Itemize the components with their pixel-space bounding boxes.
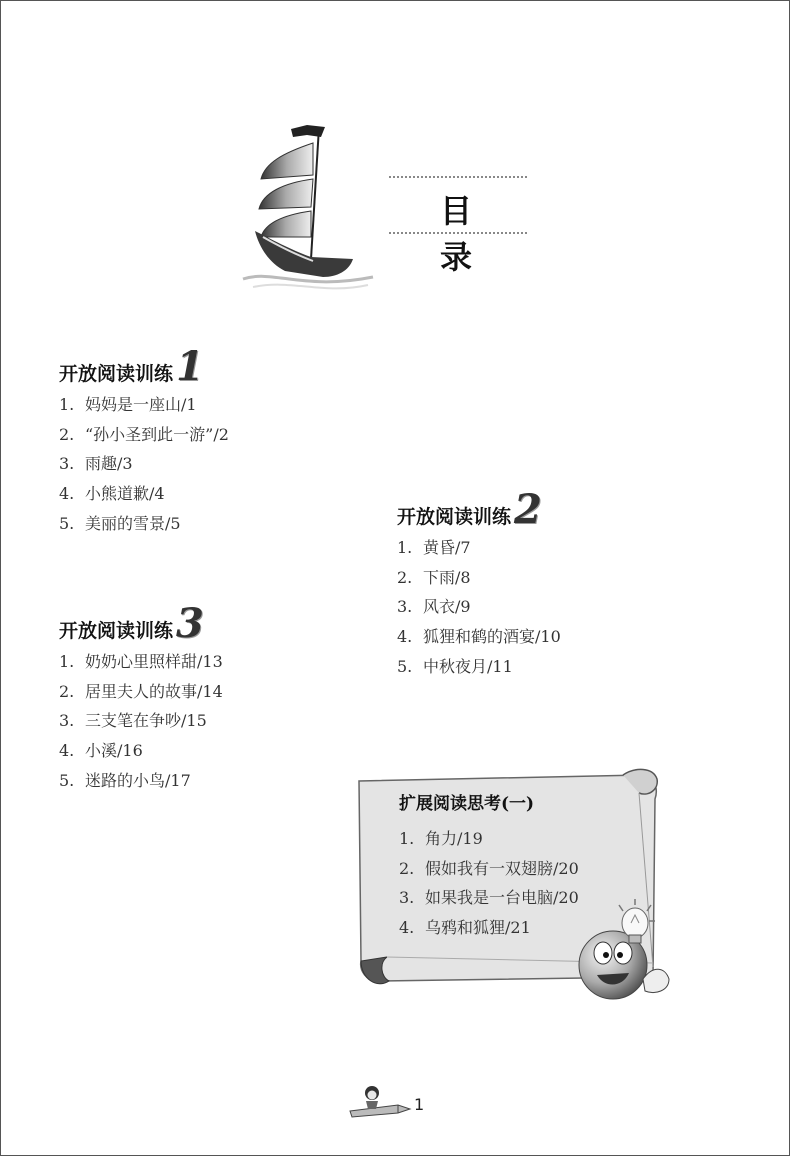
kid-on-pencil-icon: [348, 1081, 412, 1121]
section-number: 2: [514, 486, 542, 533]
entry-number: 2.: [59, 681, 75, 701]
entry-text: 乌鸦和狐狸/21: [425, 918, 531, 938]
entry-text: 如果我是一台电脑/20: [425, 888, 579, 908]
entry-text: 妈妈是一座山/1: [85, 395, 197, 414]
entry-number: 1.: [59, 395, 75, 414]
toc-entry[interactable]: [59, 706, 223, 736]
section-3: [59, 600, 223, 795]
extended-item-list: [399, 824, 579, 943]
section-title: 开放阅读训练: [59, 363, 174, 385]
section-item-list: [397, 533, 561, 681]
entry-text: 美丽的雪景/5: [85, 513, 181, 533]
section-1: [59, 343, 229, 538]
entry-text: 居里夫人的故事/14: [85, 681, 223, 701]
section-number: 1: [176, 343, 204, 390]
entry-text: 三支笔在争吵/15: [85, 711, 207, 731]
extended-title: 扩展阅读思考(一): [399, 794, 535, 814]
toc-entry[interactable]: [59, 509, 229, 539]
toc-entry[interactable]: [397, 563, 561, 593]
toc-entry[interactable]: [59, 677, 223, 707]
toc-entry[interactable]: [59, 390, 229, 420]
toc-entry[interactable]: [399, 824, 579, 854]
section-heading: [59, 343, 229, 390]
toc-title-box: [389, 176, 527, 276]
toc-entry[interactable]: [397, 622, 561, 652]
entry-number: 1.: [397, 538, 413, 557]
entry-text: 角力/19: [425, 829, 483, 848]
section-2: [397, 486, 561, 681]
entry-text: 下雨/8: [423, 567, 471, 587]
entry-number: 3.: [59, 711, 75, 731]
title-divider-bottom: [389, 232, 527, 234]
entry-number: 3.: [59, 454, 75, 474]
entry-number: 2.: [399, 858, 415, 878]
toc-entry[interactable]: [399, 883, 579, 913]
toc-entry[interactable]: [399, 854, 579, 884]
section-heading: [397, 486, 561, 533]
toc-entry[interactable]: [59, 449, 229, 479]
entry-number: 4.: [59, 484, 75, 504]
toc-entry[interactable]: [397, 533, 561, 563]
entry-text: “孙小圣到此一游”/2: [85, 424, 229, 444]
entry-text: 狐狸和鹤的酒宴/10: [423, 627, 561, 647]
section-number: 3: [176, 600, 204, 647]
title-divider-top: [389, 176, 527, 178]
lightbulb-mascot-icon: [573, 895, 673, 1005]
entry-number: 5.: [59, 770, 75, 790]
page-title: 目 录: [439, 192, 514, 276]
entry-text: 小溪/16: [85, 741, 143, 761]
entry-number: 4.: [59, 741, 75, 761]
entry-text: 中秋夜月/11: [423, 656, 513, 676]
entry-text: 风衣/9: [423, 597, 471, 617]
entry-number: 1.: [399, 829, 415, 848]
toc-entry[interactable]: [399, 913, 579, 943]
section-title: 开放阅读训练: [397, 506, 512, 528]
entry-number: 4.: [397, 627, 413, 647]
entry-number: 2.: [59, 424, 75, 444]
entry-text: 黄昏/7: [423, 538, 471, 557]
extended-reading: [399, 788, 579, 943]
entry-number: 5.: [59, 513, 75, 533]
toc-entry[interactable]: [59, 766, 223, 796]
toc-entry[interactable]: [59, 736, 223, 766]
section-heading: [59, 600, 223, 647]
entry-number: 3.: [399, 888, 415, 908]
section-item-list: [59, 647, 223, 795]
entry-number: 3.: [397, 597, 413, 617]
entry-text: 迷路的小鸟/17: [85, 770, 191, 790]
entry-number: 1.: [59, 652, 75, 671]
section-item-list: [59, 390, 229, 538]
toc-entry[interactable]: [59, 479, 229, 509]
entry-number: 5.: [397, 656, 413, 676]
toc-entry[interactable]: [59, 647, 223, 677]
toc-entry[interactable]: [397, 652, 561, 682]
page-number: 1: [414, 1095, 425, 1114]
sailboat-icon: [233, 119, 383, 294]
toc-entry[interactable]: [397, 592, 561, 622]
entry-number: 2.: [397, 567, 413, 587]
entry-text: 雨趣/3: [85, 454, 133, 474]
entry-text: 假如我有一双翅膀/20: [425, 858, 579, 878]
section-title: 开放阅读训练: [59, 620, 174, 642]
toc-entry[interactable]: [59, 420, 229, 450]
entry-number: 4.: [399, 918, 415, 938]
entry-text: 小熊道歉/4: [85, 484, 165, 504]
entry-text: 奶奶心里照样甜/13: [85, 652, 223, 671]
